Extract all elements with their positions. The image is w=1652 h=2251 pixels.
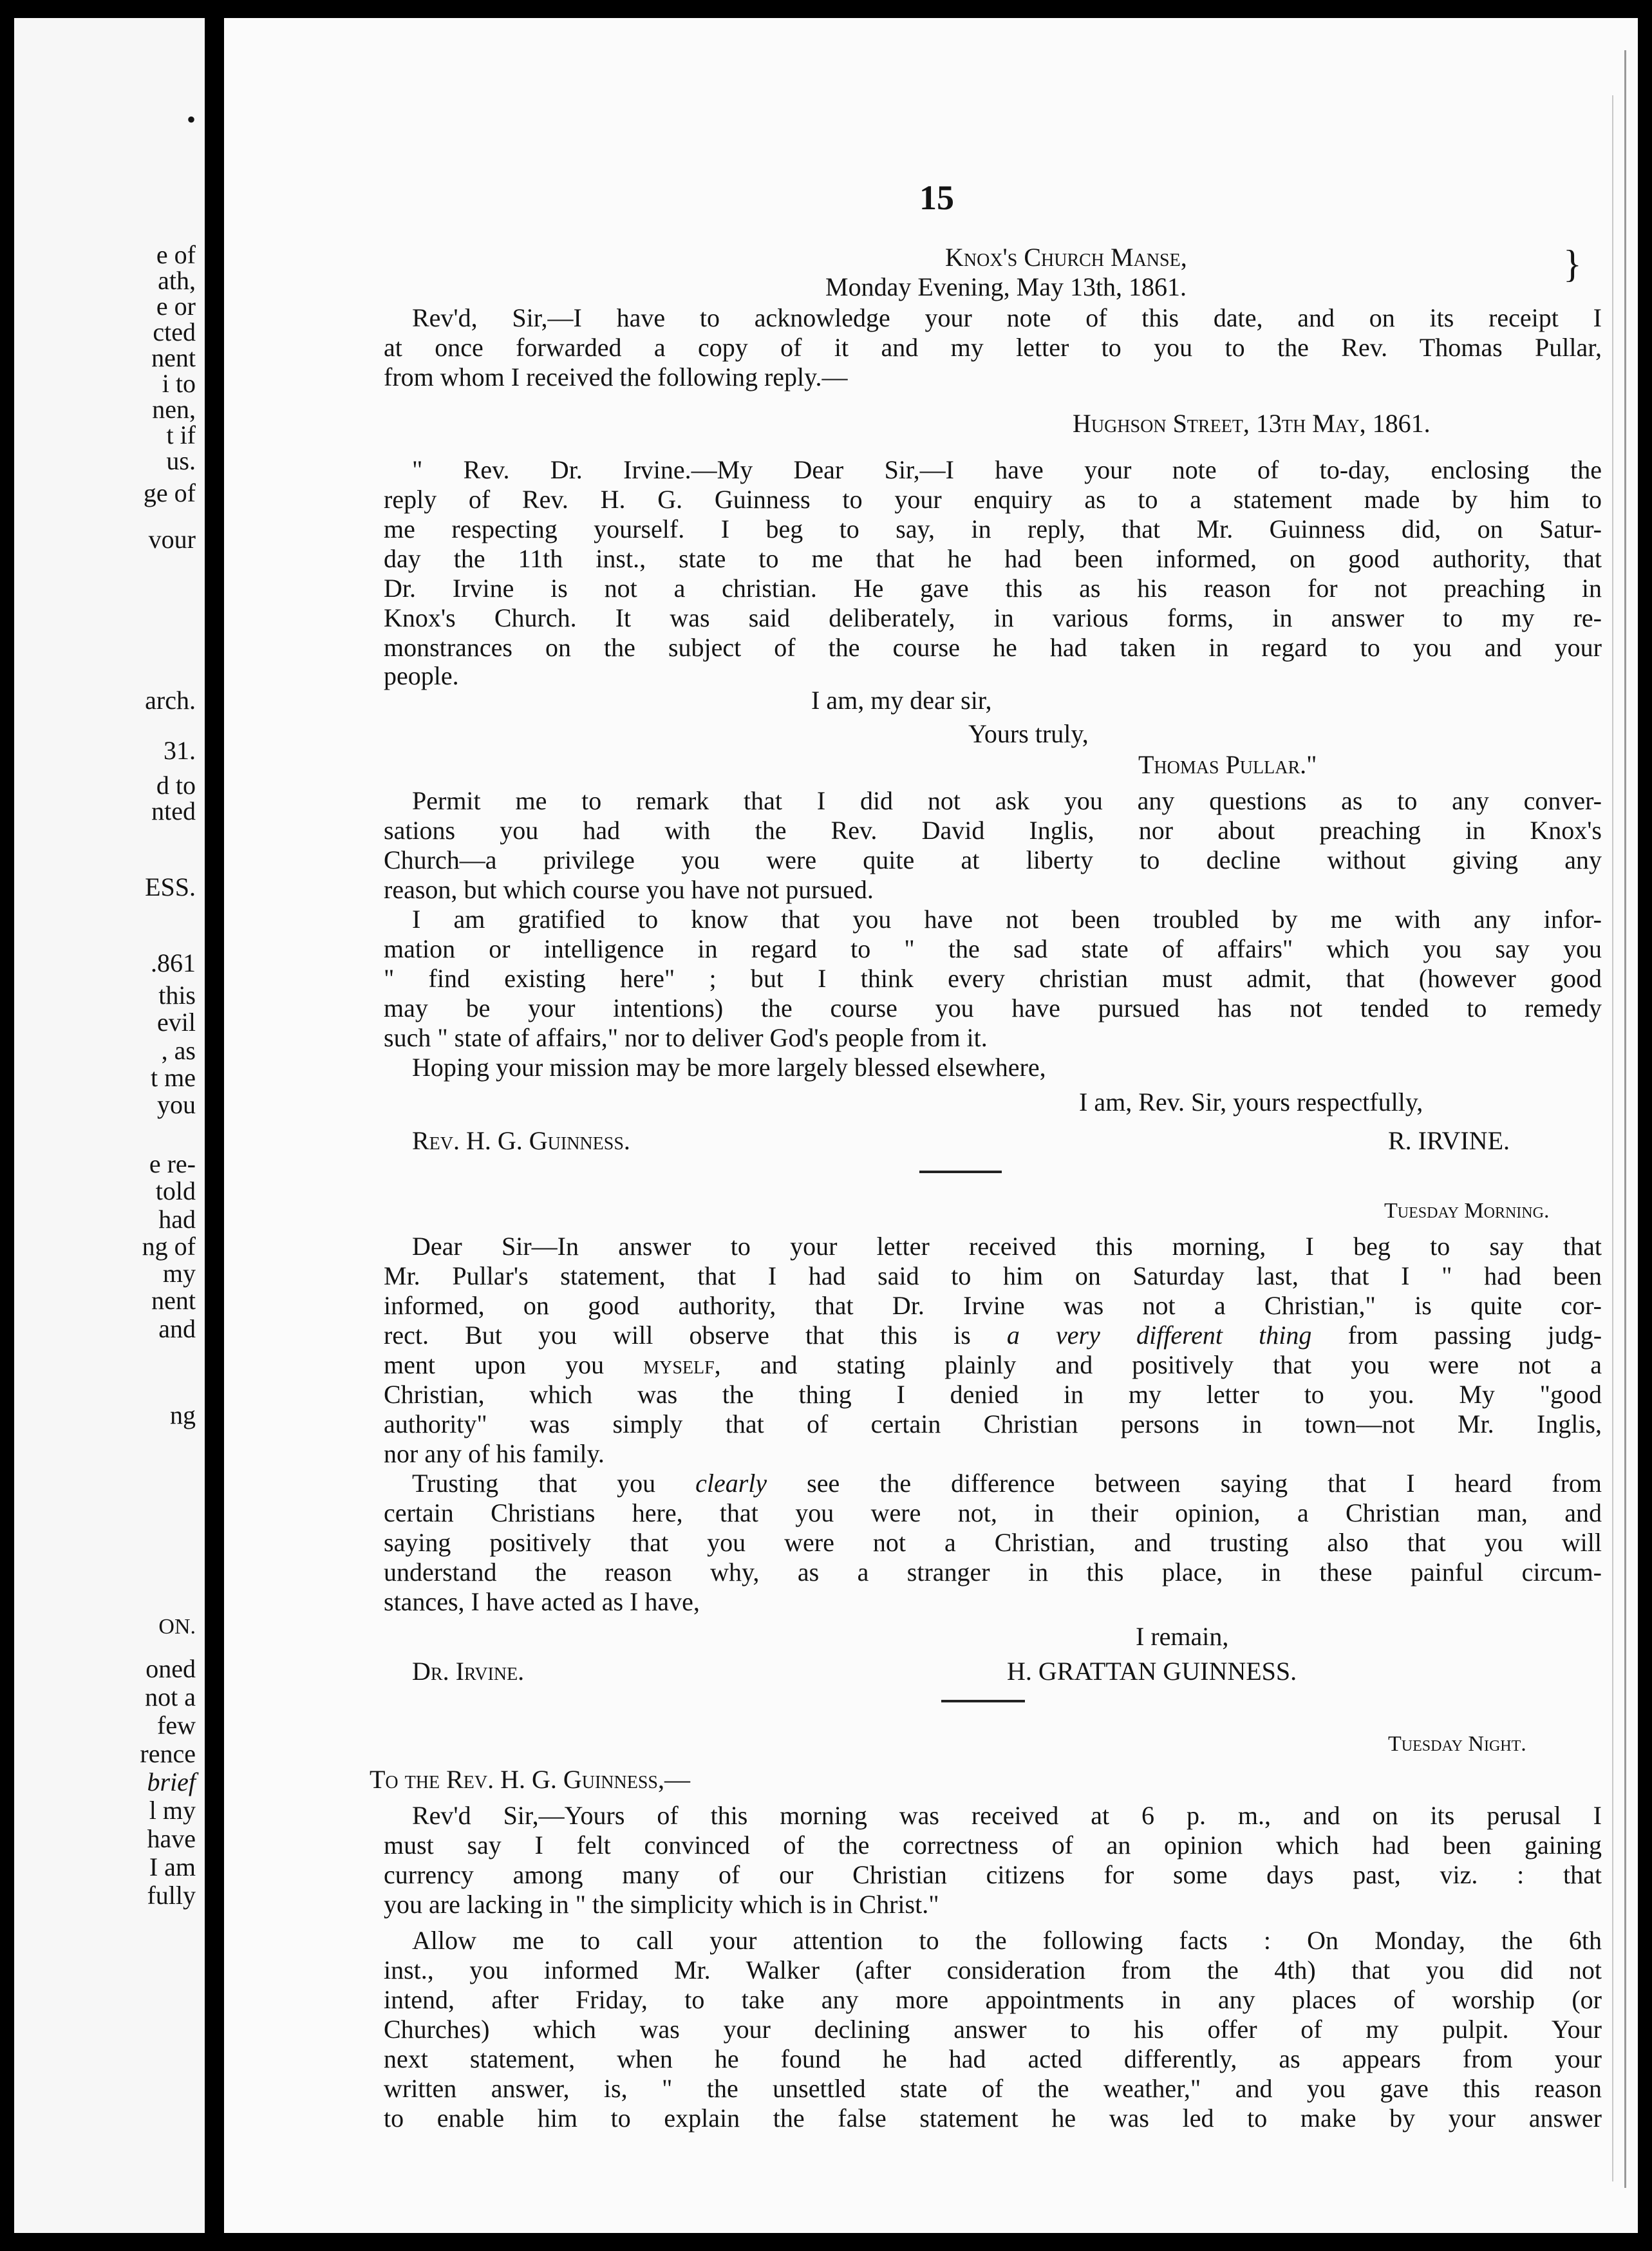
left-text-line: have	[147, 1824, 196, 1853]
left-text-line: brief	[147, 1767, 196, 1796]
left-text-line: ON.	[158, 1615, 196, 1639]
left-text-line: vour	[148, 525, 196, 554]
letter3-line: Rev'd Sir,—Yours of this morning was received at 6 p. m., and on its perusal I	[412, 1801, 1602, 1830]
letter1-line: from whom I received the following reply.—	[384, 363, 848, 391]
left-text-line: t if	[166, 420, 196, 449]
letter2-line: Mr. Pullar's statement, that I had said to him on Saturday last, that I " had been	[384, 1261, 1602, 1290]
left-text-line: my	[162, 1259, 196, 1288]
letter1-signature: R. IRVINE.	[1388, 1126, 1510, 1155]
quoted-closing: Yours truly,	[968, 719, 1089, 748]
letter3-line: Churches) which was your declining answer to his offer of my pulpit. Your	[384, 2015, 1602, 2044]
left-text-line: cted	[153, 317, 196, 346]
letter1-body-line: Permit me to remark that I did not ask you any questions as to any conver-	[412, 786, 1602, 815]
quoted-line: Dr. Irvine is not a christian. He gave this as his reason for not preaching in	[384, 574, 1602, 603]
quoted-line: people.	[384, 661, 459, 690]
letter3-line: written answer, is, " the unsettled state of the weather," and you gave this reason	[384, 2074, 1602, 2103]
left-text-line: i to	[162, 369, 196, 398]
letter3-line: you are lacking in " the simplicity which is in Christ."	[384, 1890, 939, 1919]
letter2-line: Christian, which was the thing I denied in my letter to you. My "good	[384, 1380, 1602, 1409]
quoted-line: " Rev. Dr. Irvine.—My Dear Sir,—I have your note of to-day, enclosing the	[412, 455, 1602, 484]
left-text-line: few	[157, 1711, 196, 1740]
left-text-line: .861	[151, 948, 196, 977]
quoted-signature: Thomas Pullar."	[1138, 750, 1317, 779]
letter3-salutation: To the Rev. H. G. Guinness,—	[370, 1765, 690, 1794]
letter3-line: currency among many of our Christian citizens for some days past, viz. : that	[384, 1860, 1602, 1889]
quoted-line: reply of Rev. H. G. Guinness to your enquiry as to a statement made by him to	[384, 485, 1602, 514]
letter1-body-line: " find existing here" ; but I think every christian must admit, that (however good	[384, 964, 1602, 993]
left-text-line: had	[158, 1205, 196, 1234]
letter2-line: understand the reason why, as a stranger in this place, in these painful circum-	[384, 1558, 1602, 1587]
letter1-body-line: sations you had with the Rev. David Inglis, nor about preaching in Knox's	[384, 816, 1602, 845]
letter1-line: Rev'd, Sir,—I have to acknowledge your note of this date, and on its receipt I	[412, 303, 1602, 332]
section-divider	[941, 1700, 1025, 1702]
letter3-line: must say I felt convinced of the correctness of an opinion which had been gaining	[384, 1831, 1602, 1860]
letter2-signature: H. GRATTAN GUINNESS.	[1007, 1657, 1297, 1686]
left-text-line: d to	[156, 771, 196, 800]
left-text-line: ng of	[142, 1232, 196, 1261]
letter1-body-line: reason, but which course you have not pursued.	[384, 875, 874, 904]
letter2-line: stances, I have acted as I have,	[384, 1587, 700, 1616]
letter1-body-line: mation or intelligence in regard to " the sad state of affairs" which you say you	[384, 934, 1602, 963]
left-text-line: nent	[151, 343, 196, 372]
left-text-line: you	[157, 1090, 196, 1119]
left-text-line: t me	[151, 1063, 196, 1092]
letter1-heading-line1: Knox's Church Manse,	[945, 243, 1187, 272]
left-text-line: this	[158, 981, 196, 1010]
letter2-line: Trusting that you clearly see the difference between saying that I heard from	[412, 1469, 1602, 1498]
left-text-line: nen,	[152, 395, 196, 424]
letter2-addressee: Dr. Irvine.	[412, 1657, 525, 1686]
left-text-line: e of	[156, 240, 196, 269]
page-gutter	[205, 18, 224, 2233]
left-text-line: nted	[151, 796, 196, 825]
letter1-line: at once forwarded a copy of it and my letter to you to the Rev. Thomas Pullar,	[384, 333, 1602, 362]
letter1-closing: I am, Rev. Sir, yours respectfully,	[1079, 1088, 1423, 1116]
left-text-line: us.	[166, 446, 196, 475]
left-page-fragment	[14, 18, 205, 2233]
left-text-line: I am	[149, 1852, 196, 1881]
letter2-line: informed, on good authority, that Dr. Irvine was not a Christian," is quite cor-	[384, 1291, 1602, 1320]
left-text-line: arch.	[145, 686, 196, 715]
letter3-line: intend, after Friday, to take any more appointments in any places of worship (or	[384, 1985, 1602, 2014]
left-text-line: not a	[145, 1682, 196, 1711]
left-text-line: fully	[147, 1881, 196, 1910]
letter2-closing: I remain,	[1136, 1622, 1229, 1651]
page-number: 15	[919, 178, 954, 217]
left-text-line: ge of	[143, 478, 196, 507]
left-text-line: e re-	[149, 1149, 196, 1178]
left-text-line: and	[158, 1314, 196, 1343]
page-edge-line	[1612, 95, 1613, 2181]
letter1-body-line: I am gratified to know that you have not been troubled by me with any infor-	[412, 905, 1602, 934]
letter2-line: ment upon you myself, and stating plainly and positively that you were not a	[384, 1350, 1602, 1379]
letter1-body-line: such " state of affairs," nor to deliver God's people from it.	[384, 1023, 988, 1052]
letter1-heading-line2: Monday Evening, May 13th, 1861.	[825, 272, 1187, 301]
letter3-line: to enable him to explain the false statement he was led to make by your answer	[384, 2104, 1602, 2133]
brace-mark: }	[1563, 243, 1582, 285]
letter2-line: authority" was simply that of certain Christian persons in town—not Mr. Inglis,	[384, 1409, 1602, 1438]
letter1-body-line: may be your intentions) the course you have pursued has not tended to remedy	[384, 994, 1602, 1022]
letter2-line: certain Christians here, that you were not, in their opinion, a Christian man, and	[384, 1498, 1602, 1527]
left-text-line: e or	[156, 292, 196, 321]
letter1-addressee: Rev. H. G. Guinness.	[412, 1126, 630, 1155]
quoted-address: Hughson Street, 13th May, 1861.	[1073, 409, 1431, 438]
quoted-closing: I am, my dear sir,	[811, 686, 992, 715]
left-text-line: ESS.	[145, 872, 196, 901]
letter1-body-line: Church—a privilege you were quite at liberty to decline without giving any	[384, 845, 1602, 874]
section-divider	[919, 1171, 1002, 1173]
letter2-heading: Tuesday Morning.	[1384, 1199, 1550, 1223]
right-page	[224, 18, 1638, 2233]
quoted-line: me respecting yourself. I beg to say, in reply, that Mr. Guinness did, on Satur-	[384, 514, 1602, 543]
letter1-body-line: Hoping your mission may be more largely blessed elsewhere,	[412, 1053, 1046, 1082]
letter2-line: Dear Sir—In answer to your letter received this morning, I beg to say that	[412, 1232, 1602, 1261]
quoted-line: Knox's Church. It was said deliberately, in various forms, in answer to my re-	[384, 603, 1602, 632]
left-text-line: •	[186, 105, 196, 134]
left-text-line: evil	[157, 1008, 196, 1037]
letter3-heading: Tuesday Night.	[1388, 1732, 1526, 1756]
letter3-line: Allow me to call your attention to the following facts : On Monday, the 6th	[412, 1926, 1602, 1955]
left-text-line: rence	[140, 1739, 196, 1768]
left-text-line: ng	[170, 1400, 196, 1429]
quoted-line: day the 11th inst., state to me that he had been informed, on good authority, that	[384, 544, 1602, 573]
left-text-line: oned	[145, 1654, 196, 1683]
letter2-line: nor any of his family.	[384, 1439, 605, 1468]
left-text-line: ath,	[158, 266, 196, 295]
left-text-line: nent	[151, 1286, 196, 1315]
left-text-line: 31.	[164, 736, 196, 765]
letter3-line: inst., you informed Mr. Walker (after consideration from the 4th) that you did not	[384, 1955, 1602, 1984]
letter2-line: rect. But you will observe that this is a very different thing from passing judg-	[384, 1321, 1602, 1350]
letter3-line: next statement, when he found he had acted differently, as appears from your	[384, 2044, 1602, 2073]
left-text-line: , as	[161, 1036, 196, 1065]
letter2-line: saying positively that you were not a Christian, and trusting also that you will	[384, 1528, 1602, 1557]
page-edge-line	[1624, 50, 1626, 2188]
quoted-line: monstrances on the subject of the course he had taken in regard to you and your	[384, 633, 1602, 662]
left-text-line: l my	[149, 1796, 196, 1825]
left-text-line: told	[155, 1176, 196, 1205]
